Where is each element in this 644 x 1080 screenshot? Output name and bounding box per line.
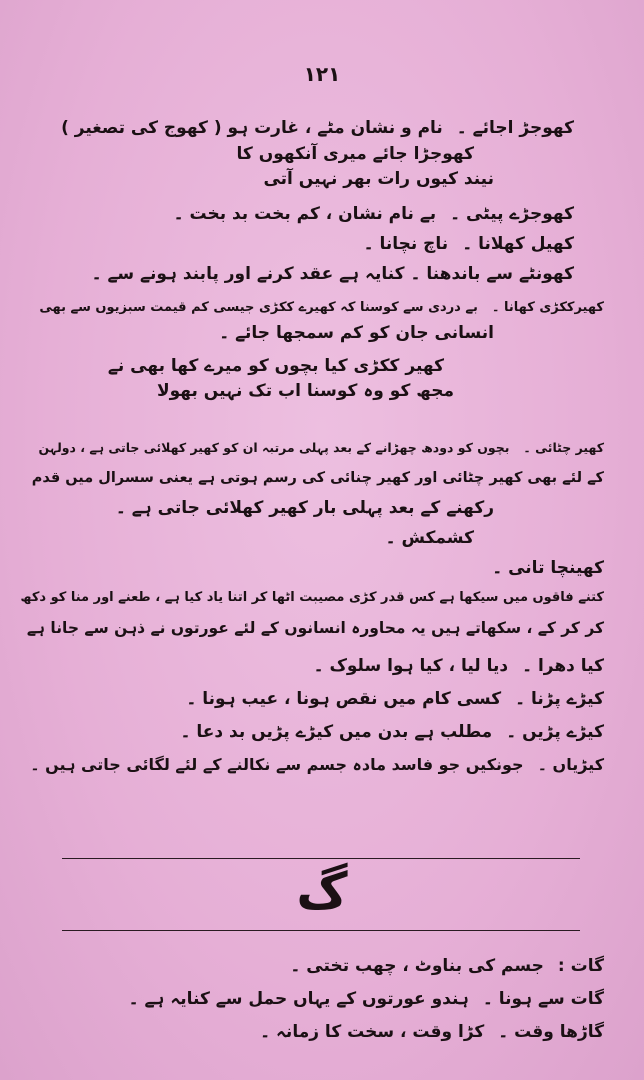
- entry-definition: رکھنے کے بعد پہلی بار کھیر کھلائی جاتی ہے ۔: [115, 498, 494, 518]
- entry-term: کیا دھرا ۔: [522, 656, 604, 676]
- section-rule-bottom: [62, 930, 580, 931]
- page-number: ۱۲۱: [303, 62, 341, 86]
- entry-definition: انسانی جان کو کم سمجھا جائے ۔: [219, 323, 494, 343]
- entry-definition: کھونٹے سے باندھنا ۔ کنایہ ہے عقد کرنے اور پابند ہونے سے ۔: [91, 264, 574, 284]
- entry-term: کھیرککڑی کھانا ۔: [491, 300, 604, 315]
- entry-definition: نیند کیوں رات بھر نہیں آتی: [263, 169, 494, 189]
- entry-term: کیڑے پڑیں ۔: [506, 722, 604, 742]
- verse-line: [108, 355, 444, 377]
- entry-term: گاڑھا وقت ۔: [498, 1022, 604, 1042]
- verse-line: [237, 143, 474, 165]
- entry-definition: دیا لیا ، کیا ہوا سلوک ۔: [313, 656, 509, 676]
- entry-definition: کشمکش ۔: [385, 528, 474, 548]
- entry-definition: ہندو عورتوں کے یہاں حمل سے کنایہ ہے ۔: [128, 989, 469, 1009]
- entry-khojre-peeti: [174, 203, 574, 225]
- entry-kya-dhara: [314, 655, 604, 677]
- entry-term: کھوجڑ اجائے ۔: [456, 118, 574, 138]
- entry-continuation: [27, 617, 604, 639]
- entry-khel-khilana: [364, 233, 574, 255]
- entry-continuation: [20, 587, 604, 609]
- entry-definition: جونکیں جو فاسد مادہ جسم سے نکالنے کے لئے لگائی جاتی ہیں ۔: [30, 755, 524, 774]
- verse-line: [157, 380, 454, 402]
- verse-line: [263, 168, 494, 190]
- entry-definition: کے لئے بھی کھیر چٹائی اور کھیر چنائی کی رسم ہوتی ہے یعنی سسرال میں قدم: [31, 470, 604, 486]
- entry-khojra: [61, 117, 574, 139]
- entry-khencha-tani: [478, 557, 604, 579]
- entry-definition: بچوں کو دودھ چھڑانے کے بعد پہلی مرتبہ ان کو کھیر کھلائی جاتی ہے ، دولہن: [38, 440, 510, 455]
- entry-term: کھینچا تانی ۔: [492, 558, 604, 578]
- entry-continuation: [116, 497, 494, 519]
- entry-keere-parna: [186, 688, 604, 710]
- entry-term: گات سے ہونا ۔: [482, 989, 604, 1009]
- entry-term: کھیر چٹائی ۔: [523, 440, 604, 455]
- entry-kheer-kakri: [39, 297, 604, 319]
- entry-kashmakash: [386, 527, 474, 549]
- entry-definition: کھوجڑا جائے میری آنکھوں کا: [236, 144, 474, 164]
- entry-gaat-se-hona: [129, 988, 604, 1010]
- entry-keere-parein: [181, 721, 604, 743]
- entry-kheer-chatai: [39, 437, 605, 459]
- entry-definition: کسی کام میں نقص ہونا ، عیب ہونا ۔: [186, 689, 502, 709]
- entry-gaarha-waqt: [260, 1021, 604, 1043]
- entry-gaat: [290, 955, 604, 977]
- section-letter: گ: [296, 862, 348, 920]
- entry-definition: جسم کی بناوٹ ، چھب تختی ۔: [290, 956, 544, 976]
- entry-definition: بے نام نشان ، کم بخت بد بخت ۔: [173, 204, 437, 224]
- entry-definition: بے دردی سے کوسنا کہ کھیرے ککڑی جیسی کم قیمت سبزیوں سے بھی: [39, 300, 478, 315]
- entry-term: کھیل کھلانا ۔: [462, 234, 574, 254]
- entry-definition: مجھ کو وہ کوسنا اب تک نہیں بھولا: [156, 381, 454, 401]
- entry-term: گات :: [557, 956, 604, 976]
- entry-definition: کھیر ککڑی کیا بچوں کو میرے کھا بھی نے: [107, 356, 444, 376]
- entry-continuation: [32, 467, 604, 489]
- entry-definition: نام و نشان مٹے ، غارت ہو ( کھوج کی تصغیر ): [61, 118, 443, 138]
- entry-continuation: [219, 322, 494, 344]
- entry-keeriyan: [30, 754, 604, 776]
- entry-definition: کر کر کے ، سکھاتے ہیں یہ محاورہ انسانوں کے لئے عورتوں نے ذہن سے جانا ہے: [26, 619, 604, 637]
- entry-definition: کتنے فاقوں میں سیکھا ہے کس قدر کڑی مصیبت اٹھا کر اتنا یاد کیا ہے ، طعنے اور منا کو دکھ: [20, 590, 604, 605]
- entry-khoonte: [92, 263, 574, 285]
- section-rule-top: [62, 858, 580, 859]
- entry-term: کیڑیاں ۔: [537, 755, 604, 774]
- entry-definition: مطلب ہے بدن میں کیڑے پڑیں بد دعا ۔: [180, 722, 493, 742]
- entry-term: کیڑے پڑنا ۔: [515, 689, 604, 709]
- entry-definition: کڑا وقت ، سخت کا زمانہ ۔: [260, 1022, 485, 1042]
- entry-definition: ناچ نچانا ۔: [363, 234, 449, 254]
- entry-term: کھوجڑے پیٹی ۔: [450, 204, 574, 224]
